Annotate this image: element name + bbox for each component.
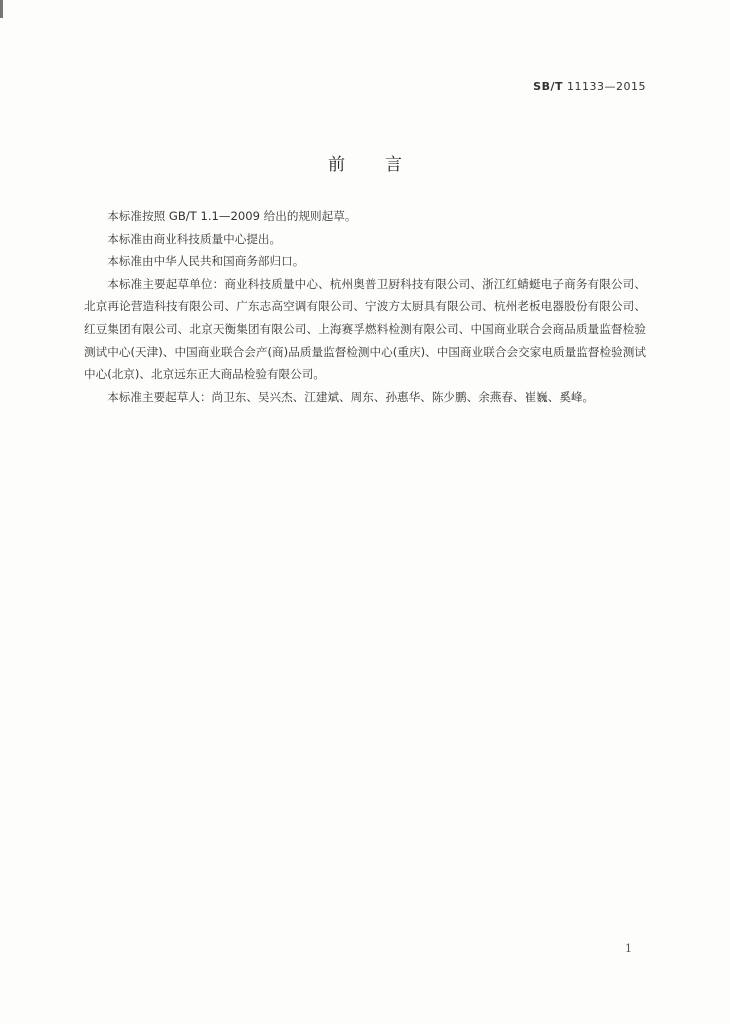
standard-prefix: SB/T <box>533 80 563 93</box>
page-number: 1 <box>625 942 632 955</box>
paragraph-drafting-units: 本标准主要起草单位：商业科技质量中心、杭州奥普卫厨科技有限公司、浙江红蜻蜓电子商务有限公司、北京再论营造科技有限公司、广东志高空调有限公司、宁波方太厨具有限公司、杭州老板电器股份有限公司、红豆集团有限公司、北京天衡集团有限公司、上海赛孚燃料检测有限公司、中国商业联合会商品质量监督检验测试中心(天津)、中国商业联合会产(商)品质量监督检测中心(重庆)、中国商业联合会交家电质量监督检验测试中心(北京)、北京远东正大商品检验有限公司。 <box>84 276 646 382</box>
standard-code <box>533 80 646 93</box>
page-title <box>0 150 730 175</box>
scan-edge-mark <box>0 0 3 18</box>
standard-number: 11133—2015 <box>567 80 646 93</box>
title-char-2: 言 <box>385 155 402 175</box>
paragraph-administrator: 本标准由中华人民共和国商务部归口。 <box>107 254 305 269</box>
paragraph-drafting-rules: 本标准按照 GB/T 1.1—2009 给出的规则起草。 <box>107 209 357 223</box>
paragraph-proposer: 本标准由商业科技质量中心提出。 <box>107 231 282 246</box>
title-char-1: 前 <box>328 155 345 175</box>
foreword-body <box>84 205 646 408</box>
paragraph-drafters: 本标准主要起草人：尚卫东、吴兴杰、江建斌、周东、孙惠华、陈少鹏、余燕春、崔巍、奚峰。 <box>107 389 595 404</box>
